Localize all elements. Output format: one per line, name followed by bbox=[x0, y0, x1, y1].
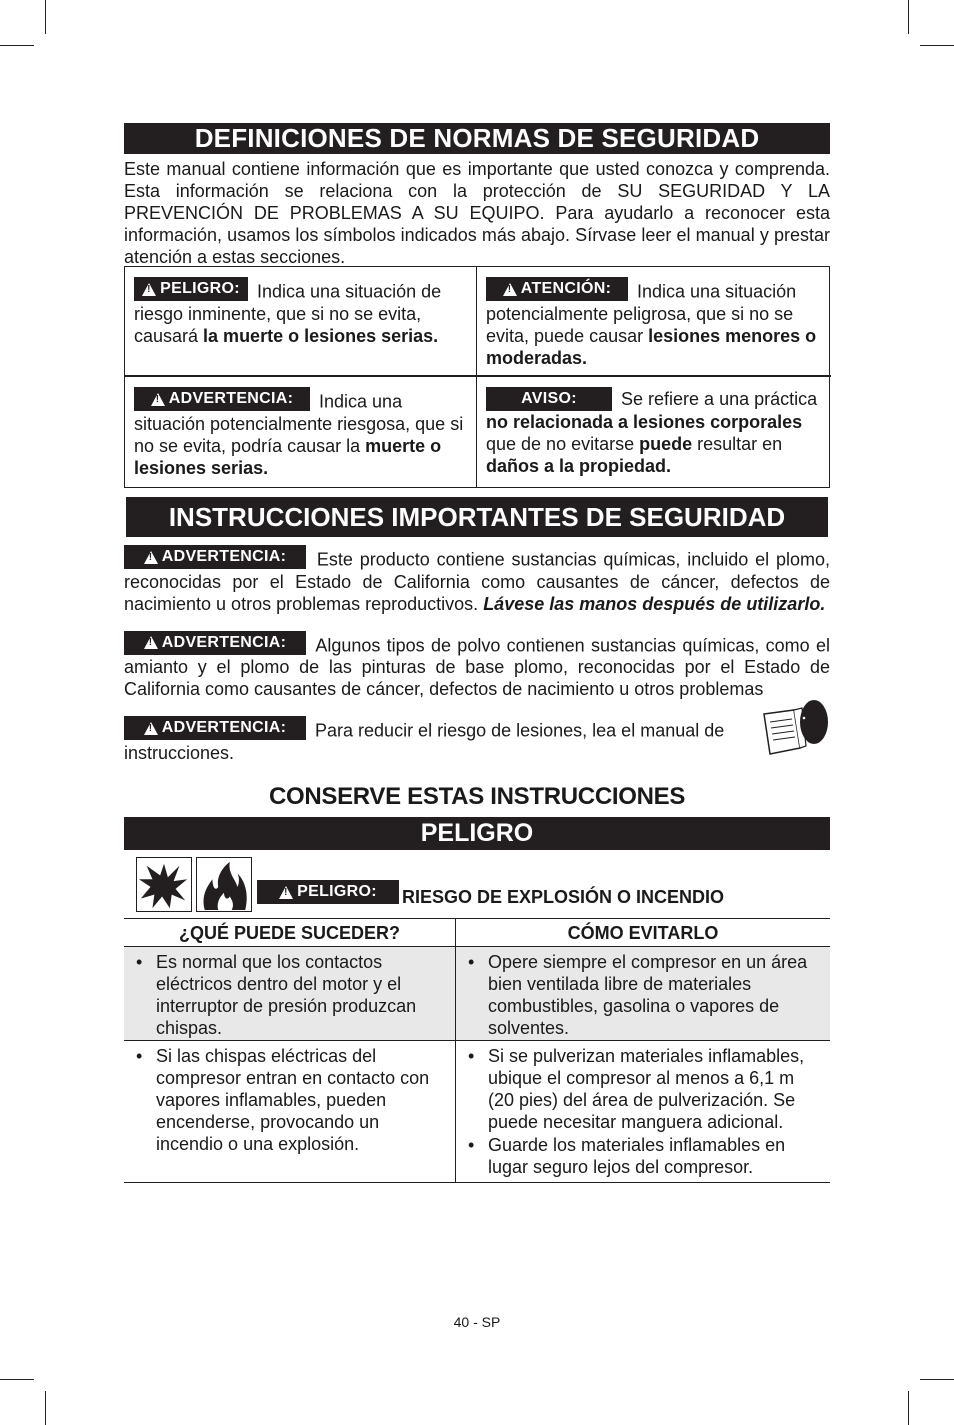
table-cell bbox=[124, 947, 455, 1041]
crop-mark bbox=[908, 0, 909, 34]
warning-text: Este producto contiene sustancias químicas, incluido el plomo, reconocidas por el Estado de California como causantes de cáncer, defectos de nacimiento u otros problemas reproductivos. bbox=[124, 549, 830, 614]
symbol-cell-peligro bbox=[125, 267, 476, 377]
warning-triangle-icon bbox=[142, 283, 156, 296]
read-manual-icon bbox=[760, 700, 830, 760]
advertencia-badge: ! ADVERTENCIA: bbox=[124, 545, 306, 569]
symbol-bold-text: puede bbox=[639, 434, 693, 454]
symbol-text: Indica una situación potencialmente peligrosa, que si no se evita, puede causar bbox=[486, 281, 797, 346]
document-page bbox=[124, 123, 830, 1183]
symbol-cell-advertencia bbox=[125, 377, 476, 487]
conserve-heading: CONSERVE ESTAS INSTRUCCIONES bbox=[268, 783, 686, 810]
crop-mark bbox=[0, 45, 34, 46]
warning-triangle-icon bbox=[144, 722, 158, 735]
symbol-text: Indica una situación de riesgo inminente, que si no se evita, causará bbox=[134, 281, 442, 346]
warning-triangle-icon bbox=[151, 393, 165, 406]
column-header-what: ¿QUÉ PUEDE SUCEDER? bbox=[124, 919, 455, 947]
crop-mark bbox=[920, 1379, 954, 1380]
hazard-title: RIESGO DE EXPLOSIÓN O INCENDIO bbox=[402, 887, 725, 907]
crop-mark bbox=[908, 1391, 909, 1425]
warning-text: Algunos tipos de polvo contienen sustancias químicas, como el amianto y el plomo de las pinturas de base plomo, reconocidas por el Estado de California como causantes de cáncer, defectos de nacimiento u otros problemas bbox=[124, 635, 830, 699]
hazard-header bbox=[124, 850, 830, 918]
symbol-bold-text: lesiones menores o moderadas. bbox=[486, 325, 817, 368]
crop-mark bbox=[45, 0, 46, 34]
symbol-text: que de no evitarse bbox=[486, 434, 640, 454]
warning-emphasis: Lávese las manos después de utilizarlo. bbox=[483, 593, 826, 614]
intro-paragraph: Este manual contiene información que es importante que usted conozca y comprenda. Esta información se relaciona con la protección de SU SEGURIDAD Y LA PREVENCIÓN DE PROBLEMAS A SU EQUIPO. Para ayudarlo a reconocer esta información, usamos los símbolos indicados más abajo. Sírvase leer el manual y prestar atención a estas secciones. bbox=[124, 159, 830, 267]
symbol-cell-atencion bbox=[476, 267, 831, 377]
aviso-badge: AVISO: bbox=[486, 387, 612, 411]
section-title-instructions: INSTRUCCIONES IMPORTANTES DE SEGURIDAD bbox=[126, 497, 828, 537]
warning-triangle-icon bbox=[144, 636, 158, 649]
symbols-table bbox=[124, 266, 830, 488]
table-cell bbox=[455, 947, 830, 1041]
list-item: • Si se pulverizan materiales inflamables, ubique el compresor al menos a 6,1 m (20 pies) del área de pulverización. Se puede necesitar manguera adicional. bbox=[462, 1045, 824, 1133]
warning-paragraph-dust bbox=[124, 631, 830, 701]
crop-mark bbox=[920, 45, 954, 46]
symbol-bold-text: la muerte o lesiones serias. bbox=[203, 325, 439, 346]
list-item: • Opere siempre el compresor en un área bien ventilada libre de materiales combustibles, gasolina o vapores de solventes. bbox=[462, 951, 824, 1039]
symbol-bold-text: daños a la propiedad. bbox=[486, 456, 672, 476]
symbol-bold-text: no relacionada a lesiones corporales bbox=[486, 412, 803, 432]
list-item: • Es normal que los contactos eléctricos dentro del motor y el interruptor de presión produzcan chispas. bbox=[130, 951, 449, 1039]
column-header-how: CÓMO EVITARLO bbox=[455, 919, 830, 947]
symbol-text: Se refiere a una práctica bbox=[621, 389, 818, 409]
peligro-badge: ! PELIGRO: bbox=[134, 277, 248, 301]
warning-triangle-icon bbox=[503, 283, 517, 296]
warning-triangle-icon bbox=[279, 886, 293, 899]
table-cell bbox=[124, 1041, 455, 1183]
fire-icon bbox=[196, 857, 252, 912]
page-number: 40 - SP bbox=[453, 1314, 501, 1330]
symbol-text: resultar en bbox=[692, 434, 783, 454]
advertencia-badge: ! ADVERTENCIA: bbox=[124, 631, 306, 655]
warning-paragraph-lead bbox=[124, 545, 830, 615]
list-item: • Si las chispas eléctricas del compresor entran en contacto con vapores inflamables, pueden encenderse, provocando un incendio o una explosión. bbox=[130, 1045, 449, 1155]
crop-mark bbox=[45, 1391, 46, 1425]
symbol-cell-aviso bbox=[476, 377, 831, 487]
list-item: • Guarde los materiales inflamables en lugar seguro lejos del compresor. bbox=[462, 1134, 824, 1178]
symbol-bold-text: muerte o lesiones serias. bbox=[134, 435, 442, 478]
section-title-peligro: PELIGRO bbox=[124, 817, 830, 850]
crop-mark bbox=[0, 1379, 34, 1380]
risk-table bbox=[124, 918, 830, 1183]
table-cell bbox=[455, 1041, 830, 1183]
peligro-badge: ! PELIGRO: bbox=[257, 880, 399, 904]
explosion-icon bbox=[136, 857, 192, 912]
warning-triangle-icon bbox=[144, 551, 158, 564]
warning-paragraph-manual bbox=[124, 716, 830, 762]
advertencia-badge: ! ADVERTENCIA: bbox=[124, 716, 306, 740]
advertencia-badge: ! ADVERTENCIA: bbox=[134, 387, 310, 411]
atencion-badge: ! ATENCIÓN: bbox=[486, 277, 628, 301]
section-title-definitions: DEFINICIONES DE NORMAS DE SEGURIDAD bbox=[124, 123, 830, 154]
symbol-text: Indica una situación potencialmente riesgosa, que si no se evita, podría causar la bbox=[134, 391, 464, 456]
warning-text: Para reducir el riesgo de lesiones, lea el manual de instrucciones. bbox=[124, 720, 725, 763]
